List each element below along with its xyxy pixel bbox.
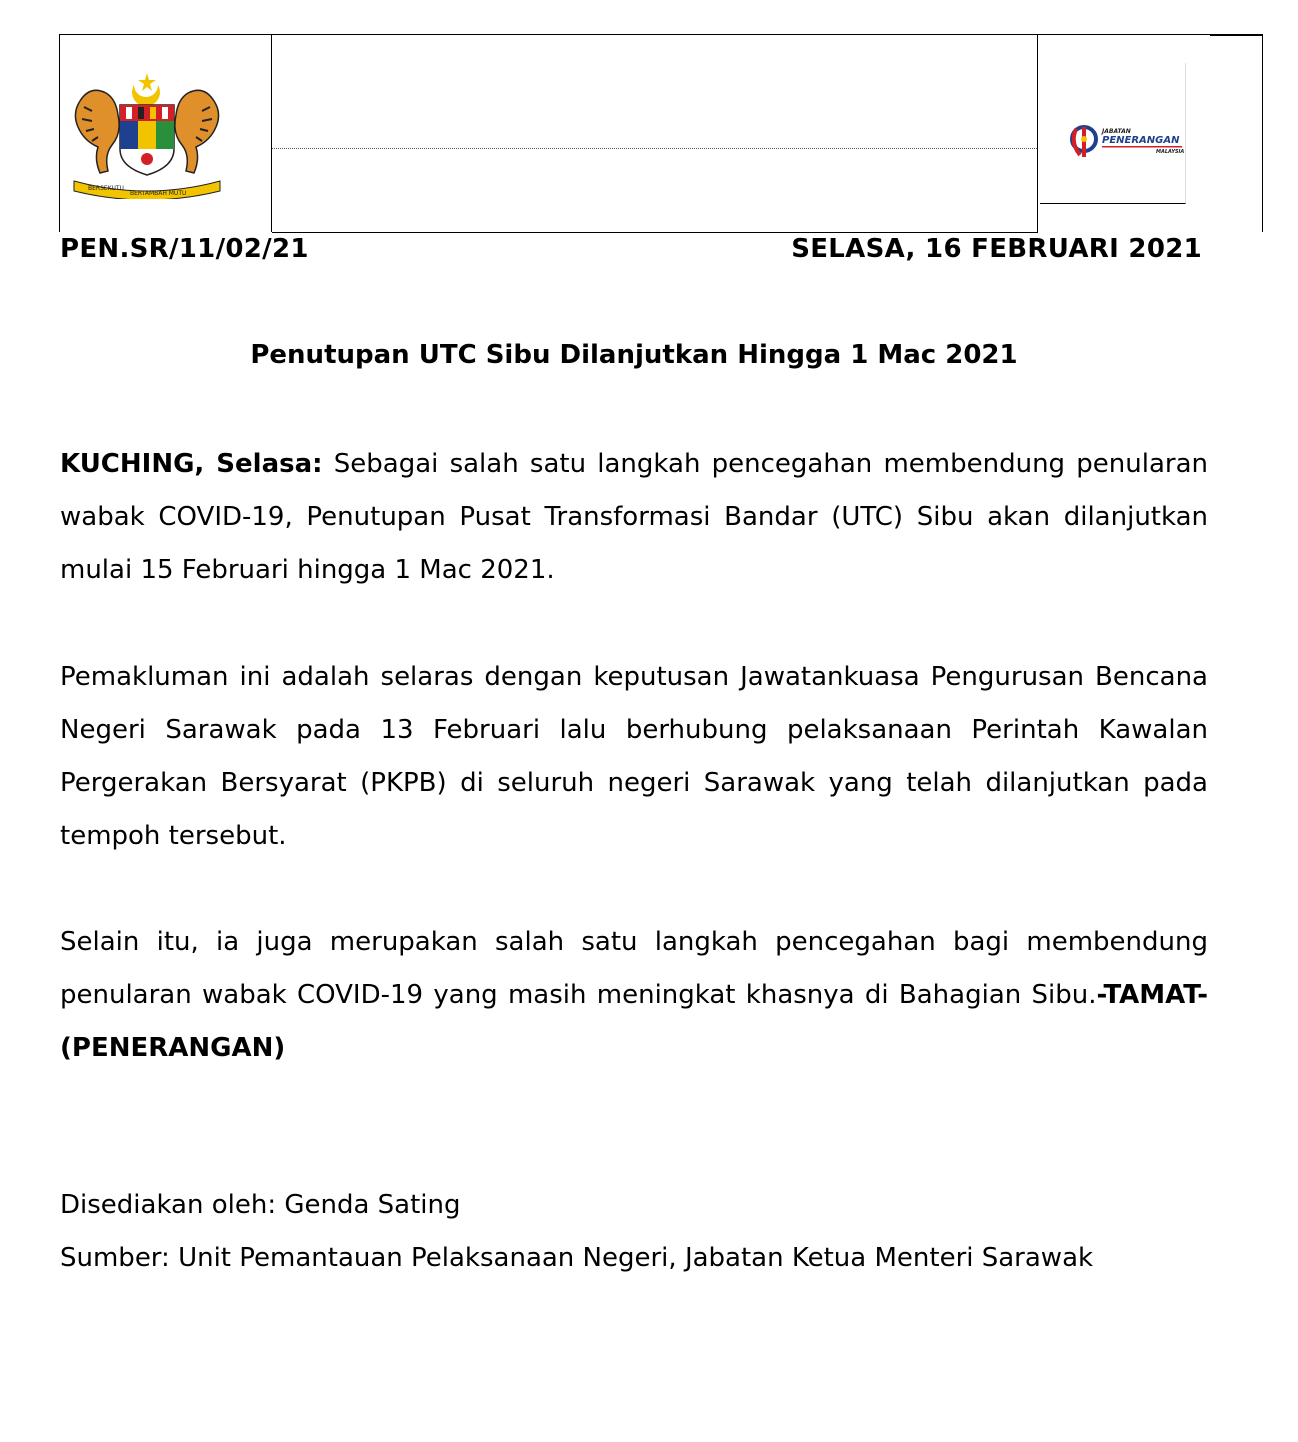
logo-frame	[1040, 63, 1186, 204]
prepared-by: Disediakan oleh: Genda Sating	[60, 1190, 461, 1220]
dateline: KUCHING, Selasa:	[60, 449, 323, 479]
svg-text:JABATAN: JABATAN	[1102, 128, 1131, 135]
letterhead-middle-cell	[272, 35, 1038, 233]
svg-text:PENERANGAN: PENERANGAN	[1102, 135, 1180, 146]
jabatan-penerangan-logo-icon	[1070, 115, 1190, 165]
reference-number: PEN.SR/11/02/21	[60, 234, 309, 264]
letterhead-right-cell	[1038, 35, 1262, 233]
svg-text:BERSEKUTU: BERSEKUTU	[88, 185, 124, 192]
coat-of-arms-icon	[68, 71, 226, 199]
letterhead-table	[59, 34, 1263, 232]
letterhead-left-cell	[60, 35, 272, 232]
paragraph-2: Pemakluman ini adalah selaras dengan keputusan Jawatankuasa Pengurusan Bencana Negeri Sarawak pada 13 Februari lalu berhubung pelaksanaan Perintah Kawalan Pergerakan Bersyarat (PKPB) di seluruh negeri Sarawak yang telah dilanjutkan pada tempoh tersebut.	[60, 662, 1208, 851]
svg-text:MALAYSIA: MALAYSIA	[1156, 149, 1185, 155]
reference-date-row	[60, 234, 1202, 274]
paragraph-1	[60, 438, 1208, 597]
paragraph-3	[60, 916, 1208, 1075]
svg-text:BERTAMBAH MUTU: BERTAMBAH MUTU	[130, 190, 187, 197]
headline: Penutupan UTC Sibu Dilanjutkan Hingga 1 Mac 2021	[250, 340, 1018, 370]
dotted-divider	[272, 148, 1037, 149]
end-marker: -TAMAT-(PENERANGAN)	[60, 980, 1208, 1063]
paragraph-1-text: Sebagai salah satu langkah pencegahan membendung penularan wabak COVID-19, Penutupan Pusat Transformasi Bandar (UTC) Sibu akan dilanjutkan mulai 15 Februari hingga 1 Mac 2021.	[60, 449, 1208, 585]
release-date: SELASA, 16 FEBRUARI 2021	[791, 234, 1202, 264]
source-line: Sumber: Unit Pemantauan Pelaksanaan Negeri, Jabatan Ketua Menteri Sarawak	[60, 1243, 1094, 1273]
paragraph-3-text: Selain itu, ia juga merupakan salah satu langkah pencegahan bagi membendung penularan wabak COVID-19 yang masih meningkat khasnya di Bahagian Sibu.	[60, 927, 1208, 1010]
